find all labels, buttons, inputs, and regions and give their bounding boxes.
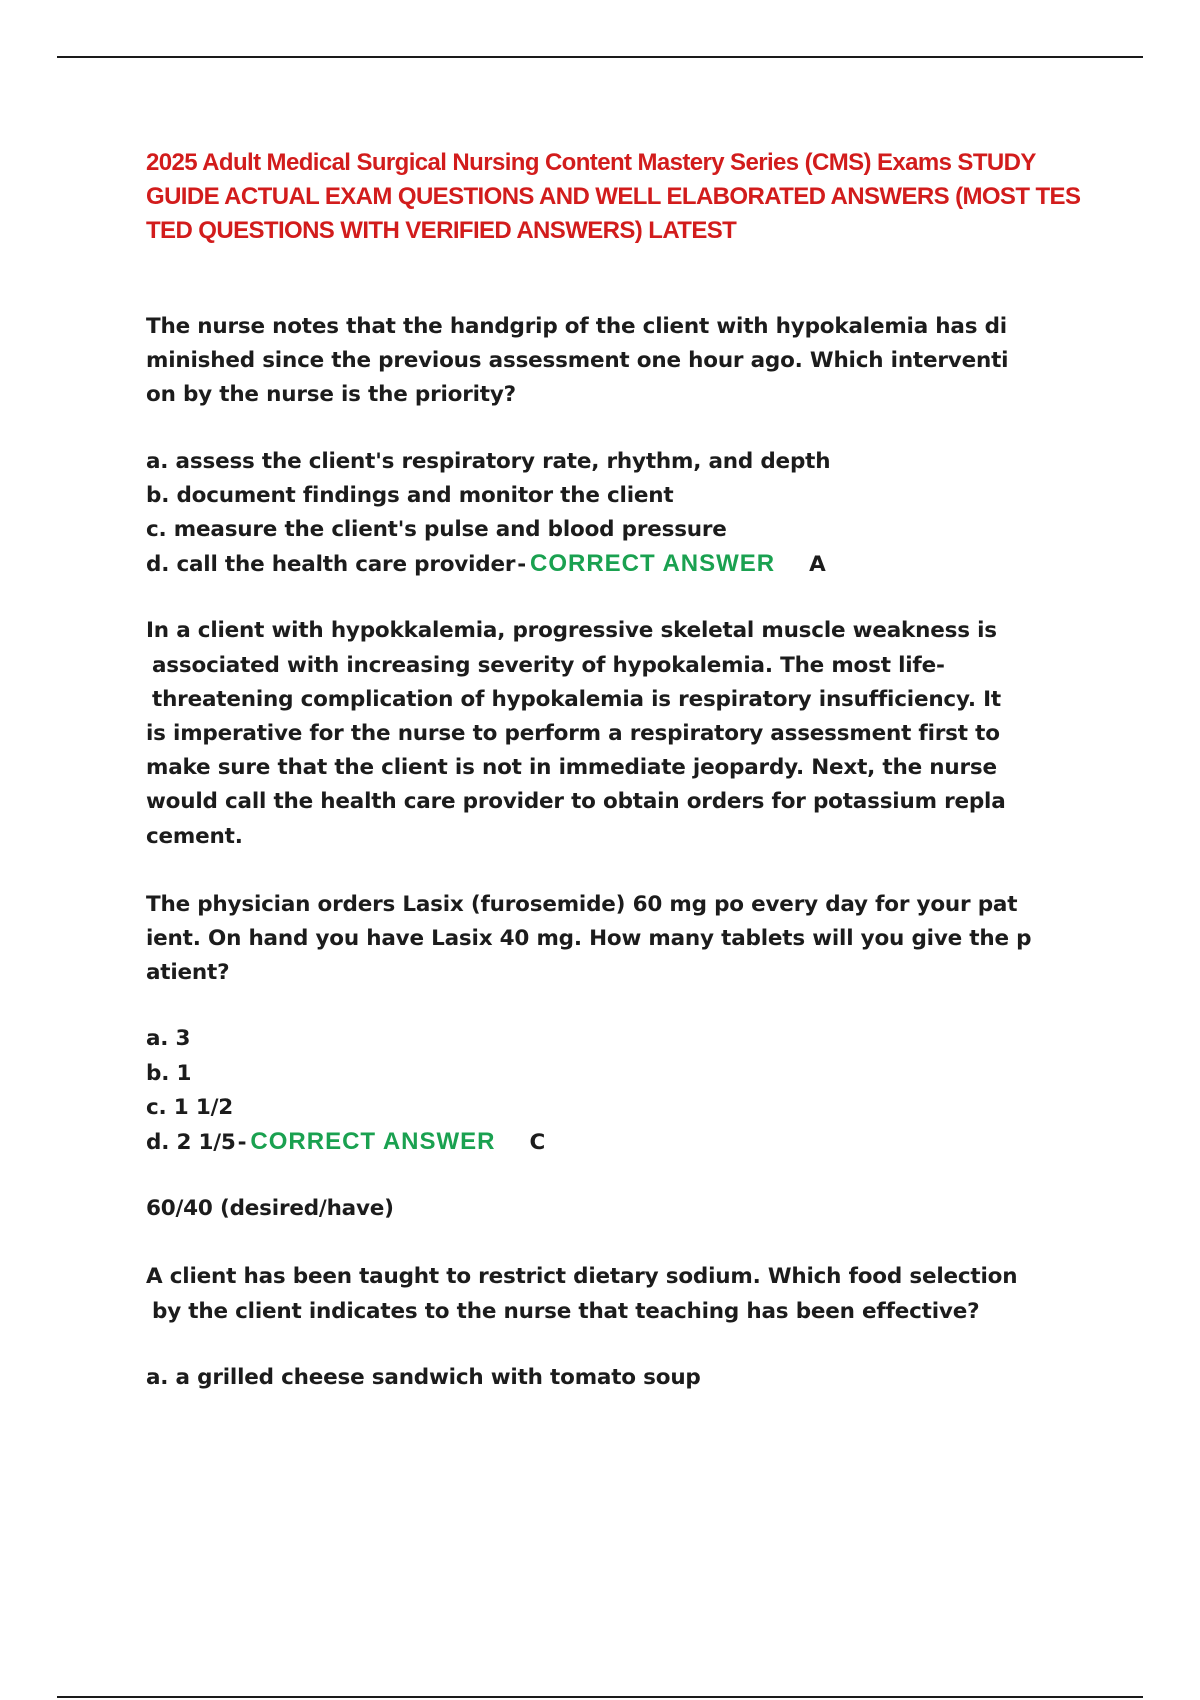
question-line: The physician orders Lasix (furosemide) 60 mg po every day for your pat	[146, 891, 1018, 917]
document-body	[146, 146, 1096, 1395]
correct-answer-label: CORRECT ANSWER	[250, 1128, 496, 1156]
answer-separator: -	[237, 1130, 247, 1156]
question-line: by the client indicates to the nurse that teaching has been effective?	[152, 1298, 980, 1324]
explanation-line: is imperative for the nurse to perform a respiratory assessment first to	[146, 721, 1000, 747]
option-d-with-answer	[146, 1125, 1096, 1160]
bottom-rule	[57, 1696, 1143, 1698]
question-2-text	[146, 888, 1096, 991]
question-3-text	[146, 1260, 1096, 1328]
explanation-line: In a client with hypokkalemia, progressive skeletal muscle weakness is	[146, 618, 997, 644]
option-b: b. 1	[146, 1060, 192, 1086]
question-line: atient?	[146, 960, 230, 986]
top-rule	[57, 56, 1143, 58]
option-a: a. 3	[146, 1026, 191, 1052]
option-b: b. document findings and monitor the client	[146, 482, 674, 508]
title-line: TED QUESTIONS WITH VERIFIED ANSWERS) LATEST	[146, 217, 737, 244]
question-2-options	[146, 1022, 1096, 1160]
question-2-explanation	[146, 1192, 1096, 1226]
answer-separator: -	[517, 552, 526, 578]
explanation-line: would call the health care provider to obtain orders for potassium repla	[146, 789, 1006, 815]
option-d-with-answer	[146, 547, 1096, 582]
question-1-options	[146, 445, 1096, 583]
question-line: The nurse notes that the handgrip of the client with hypokalemia has di	[146, 314, 1007, 339]
question-line: minished since the previous assessment one hour ago. Which interventi	[146, 348, 1009, 374]
question-3-options	[146, 1361, 1096, 1395]
question-line: A client has been taught to restrict dietary sodium. Which food selection	[146, 1264, 1018, 1290]
correct-answer-label: CORRECT ANSWER	[530, 550, 776, 578]
answer-key: A	[809, 552, 826, 578]
question-1-explanation	[146, 614, 1096, 853]
option-c: c. measure the client's pulse and blood pressure	[146, 517, 727, 543]
title-line: 2025 Adult Medical Surgical Nursing Content Mastery Series (CMS) Exams STUDY	[146, 149, 1036, 176]
explanation-line: cement.	[146, 823, 243, 849]
option-d: d. 2 1/5	[146, 1130, 236, 1156]
explanation-line: make sure that the client is not in immediate jeopardy. Next, the nurse	[146, 755, 997, 781]
document-title	[146, 146, 1096, 248]
explanation-line: 60/40 (desired/have)	[146, 1196, 394, 1222]
option-c: c. 1 1/2	[146, 1094, 234, 1120]
explanation-line: associated with increasing severity of hypokalemia. The most life-	[152, 652, 945, 678]
option-a: a. assess the client's respiratory rate, rhythm, and depth	[146, 448, 831, 474]
title-line: GUIDE ACTUAL EXAM QUESTIONS AND WELL ELABORATED ANSWERS (MOST TES	[146, 183, 1081, 210]
explanation-line: threatening complication of hypokalemia is respiratory insufficiency. It	[152, 686, 1001, 712]
option-d: d. call the health care provider	[146, 552, 516, 578]
option-a: a. a grilled cheese sandwich with tomato soup	[146, 1364, 701, 1390]
question-line: ient. On hand you have Lasix 40 mg. How many tablets will you give the p	[146, 926, 1032, 952]
question-1-text	[146, 310, 1096, 413]
question-line: on by the nurse is the priority?	[146, 382, 516, 408]
answer-key: C	[529, 1130, 546, 1156]
